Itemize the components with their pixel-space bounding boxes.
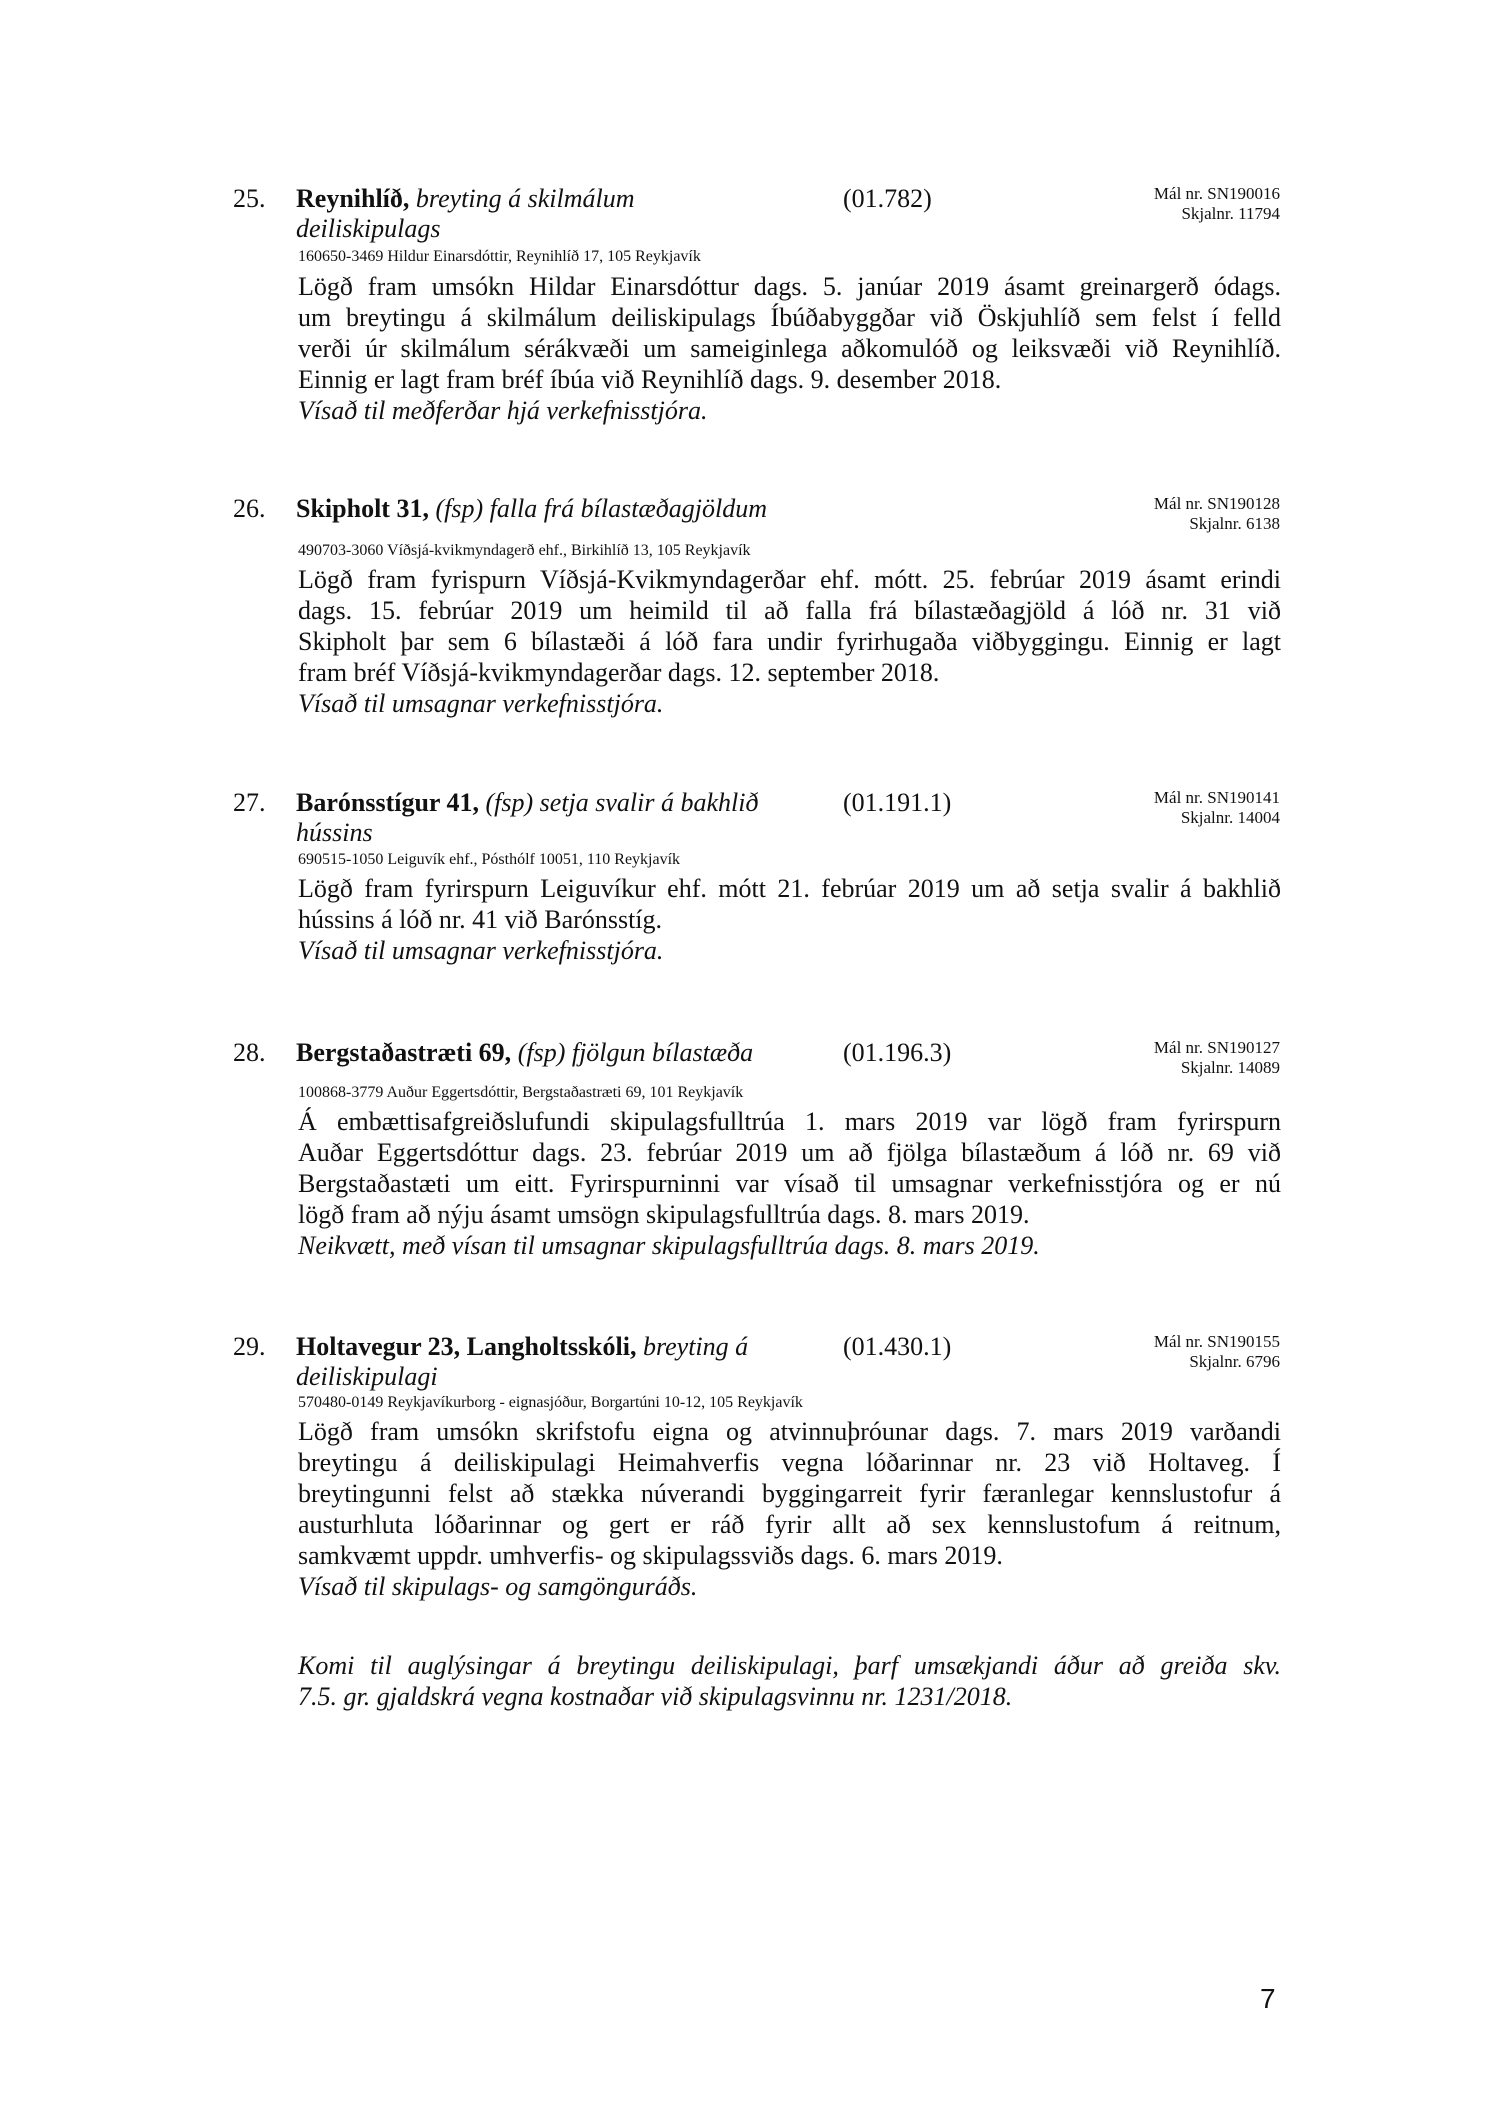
- item-applicant: 490703-3060 Víðsjá-kvikmyndagerð ehf., Birkihlíð 13, 105 Reykjavík: [298, 542, 751, 559]
- page-number: 7: [1260, 1983, 1276, 2014]
- item-place: Barónsstígur 41,: [296, 788, 479, 817]
- document-number: Skjalnr. 6796: [1189, 1352, 1280, 1371]
- case-number: Mál nr. SN190128: [1153, 494, 1280, 513]
- item-applicant: 160650-3469 Hildur Einarsdóttir, Reynihlíð 17, 105 Reykjavík: [298, 248, 701, 265]
- body-line: samkvæmt uppdr. umhverfis- og skipulagssviðs dags. 6. mars 2019.: [298, 1541, 1003, 1570]
- case-number: Mál nr. SN190016: [1153, 184, 1280, 203]
- item-place: Skipholt 31,: [296, 494, 429, 523]
- case-number: Mál nr. SN190155: [1153, 1332, 1280, 1351]
- item-heading: [296, 788, 758, 848]
- item-heading: [296, 1332, 748, 1392]
- body-line: dags. 15. febrúar 2019 um heimild til að falla frá bílastæðagjöld á lóð nr. 31 við: [298, 596, 1281, 625]
- item-body: [298, 564, 1281, 688]
- item-case-meta: [1154, 1038, 1280, 1078]
- item-applicant: 690515-1050 Leiguvík ehf., Pósthólf 10051, 110 Reykjavík: [298, 851, 681, 868]
- item-heading: [296, 494, 767, 524]
- item-number: 28.: [233, 1038, 266, 1067]
- item-case-meta: [1154, 1332, 1280, 1372]
- item-description: (fsp) falla frá bílastæðagjöldum: [435, 494, 767, 523]
- body-line: verði úr skilmálum sérákvæði um sameiginlega aðkomulóð og leiksvæði við Reynihlíð.: [298, 334, 1281, 363]
- item-plan-code: (01.782): [843, 184, 932, 213]
- item-plan-code: (01.196.3): [843, 1038, 952, 1067]
- item-place: Holtavegur 23, Langholtsskóli,: [296, 1332, 637, 1361]
- item-place: Bergstaðastræti 69,: [296, 1038, 512, 1067]
- body-line: Einnig er lagt fram bréf íbúa við Reynihlíð dags. 9. desember 2018.: [298, 365, 1002, 394]
- body-line: Lögð fram fyrirspurn Leiguvíkur ehf. mótt 21. febrúar 2019 um að setja svalir á bakhlið: [298, 874, 1281, 903]
- document-number: Skjalnr. 11794: [1181, 204, 1280, 223]
- note-line: Komi til auglýsingar á breytingu deiliskipulagi, þarf umsækjandi áður að greiða skv.: [298, 1651, 1281, 1680]
- item-note: [298, 1650, 1281, 1712]
- item-number: 27.: [233, 788, 266, 817]
- item-applicant: 570480-0149 Reykjavíkurborg - eignasjóður, Borgartúni 10-12, 105 Reykjavík: [298, 1394, 803, 1411]
- item-description-cont: deiliskipulagi: [296, 1362, 438, 1391]
- item-number: 25.: [233, 184, 266, 213]
- document-number: Skjalnr. 14004: [1180, 808, 1280, 827]
- body-line: Lögð fram umsókn skrifstofu eigna og atvinnuþróunar dags. 7. mars 2019 varðandi: [298, 1417, 1281, 1446]
- document-number: Skjalnr. 14089: [1180, 1058, 1280, 1077]
- item-plan-code: (01.191.1): [843, 788, 952, 817]
- item-description-cont: deiliskipulags: [296, 214, 441, 243]
- body-line: Auðar Eggertsdóttur dags. 23. febrúar 2019 um að fjölga bílastæðum á lóð nr. 69 við: [298, 1138, 1281, 1167]
- item-conclusion: Vísað til skipulags- og samgönguráðs.: [298, 1572, 698, 1601]
- document-number: Skjalnr. 6138: [1189, 514, 1280, 533]
- body-line: Lögð fram umsókn Hildar Einarsdóttur dags. 5. janúar 2019 ásamt greinargerð ódags.: [298, 272, 1281, 301]
- body-line: um breytingu á skilmálum deiliskipulags Íbúðabyggðar við Öskjuhlíð sem felst í felld: [298, 303, 1281, 332]
- item-heading: [296, 184, 634, 244]
- body-line: fram bréf Víðsjá-kvikmyndagerðar dags. 12. september 2018.: [298, 658, 940, 687]
- item-body: [298, 873, 1281, 935]
- item-applicant: 100868-3779 Auður Eggertsdóttir, Bergstaðastræti 69, 101 Reykjavík: [298, 1084, 744, 1101]
- body-line: breytingunni felst að stækka núverandi byggingarreit fyrir færanlegar kennslustofur á: [298, 1479, 1281, 1508]
- item-case-meta: [1154, 184, 1280, 224]
- item-plan-code: (01.430.1): [843, 1332, 952, 1361]
- body-line: breytingu á deiliskipulagi Heimahverfis vegna lóðarinnar nr. 23 við Holtaveg. Í: [298, 1448, 1281, 1477]
- body-line: Bergstaðastæti um eitt. Fyrirspurninni var vísað til umsagnar verkefnisstjóra og er nú: [298, 1169, 1281, 1198]
- item-number: 26.: [233, 494, 266, 523]
- item-description: (fsp) setja svalir á bakhlið: [485, 788, 759, 817]
- body-line: lögð fram að nýju ásamt umsögn skipulagsfulltrúa dags. 8. mars 2019.: [298, 1200, 1030, 1229]
- item-case-meta: [1154, 788, 1280, 828]
- body-line: austurhluta lóðarinnar og gert er ráð fyrir allt að sex kennslustofum á reitnum,: [298, 1510, 1281, 1539]
- body-line: Á embættisafgreiðslufundi skipulagsfulltrúa 1. mars 2019 var lögð fram fyrirspurn: [298, 1107, 1281, 1136]
- item-body: [298, 271, 1281, 395]
- item-description: breyting á: [642, 1332, 749, 1361]
- body-line: hússins á lóð nr. 41 við Barónsstíg.: [298, 905, 663, 934]
- item-number: 29.: [233, 1332, 266, 1361]
- item-description: (fsp) fjölgun bílastæða: [517, 1038, 754, 1067]
- case-number: Mál nr. SN190141: [1153, 788, 1280, 807]
- item-conclusion: Neikvætt, með vísan til umsagnar skipulagsfulltrúa dags. 8. mars 2019.: [298, 1231, 1040, 1260]
- case-number: Mál nr. SN190127: [1153, 1038, 1280, 1057]
- note-line: 7.5. gr. gjaldskrá vegna kostnaðar við skipulagsvinnu nr. 1231/2018.: [298, 1682, 1013, 1711]
- item-conclusion: Vísað til umsagnar verkefnisstjóra.: [298, 936, 664, 965]
- item-heading: [296, 1038, 753, 1068]
- body-line: Skipholt þar sem 6 bílastæði á lóð fara undir fyrirhugaða viðbyggingu. Einnig er lagt: [298, 627, 1281, 656]
- item-conclusion: Vísað til meðferðar hjá verkefnisstjóra.: [298, 396, 708, 425]
- item-place: Reynihlíð,: [296, 184, 410, 213]
- item-body: [298, 1106, 1281, 1230]
- item-description: breyting á skilmálum: [415, 184, 635, 213]
- item-case-meta: [1154, 494, 1280, 534]
- item-description-cont: hússins: [296, 818, 373, 847]
- item-conclusion: Vísað til umsagnar verkefnisstjóra.: [298, 689, 664, 718]
- body-line: Lögð fram fyrispurn Víðsjá-Kvikmyndagerðar ehf. mótt. 25. febrúar 2019 ásamt erindi: [298, 565, 1281, 594]
- item-body: [298, 1416, 1281, 1571]
